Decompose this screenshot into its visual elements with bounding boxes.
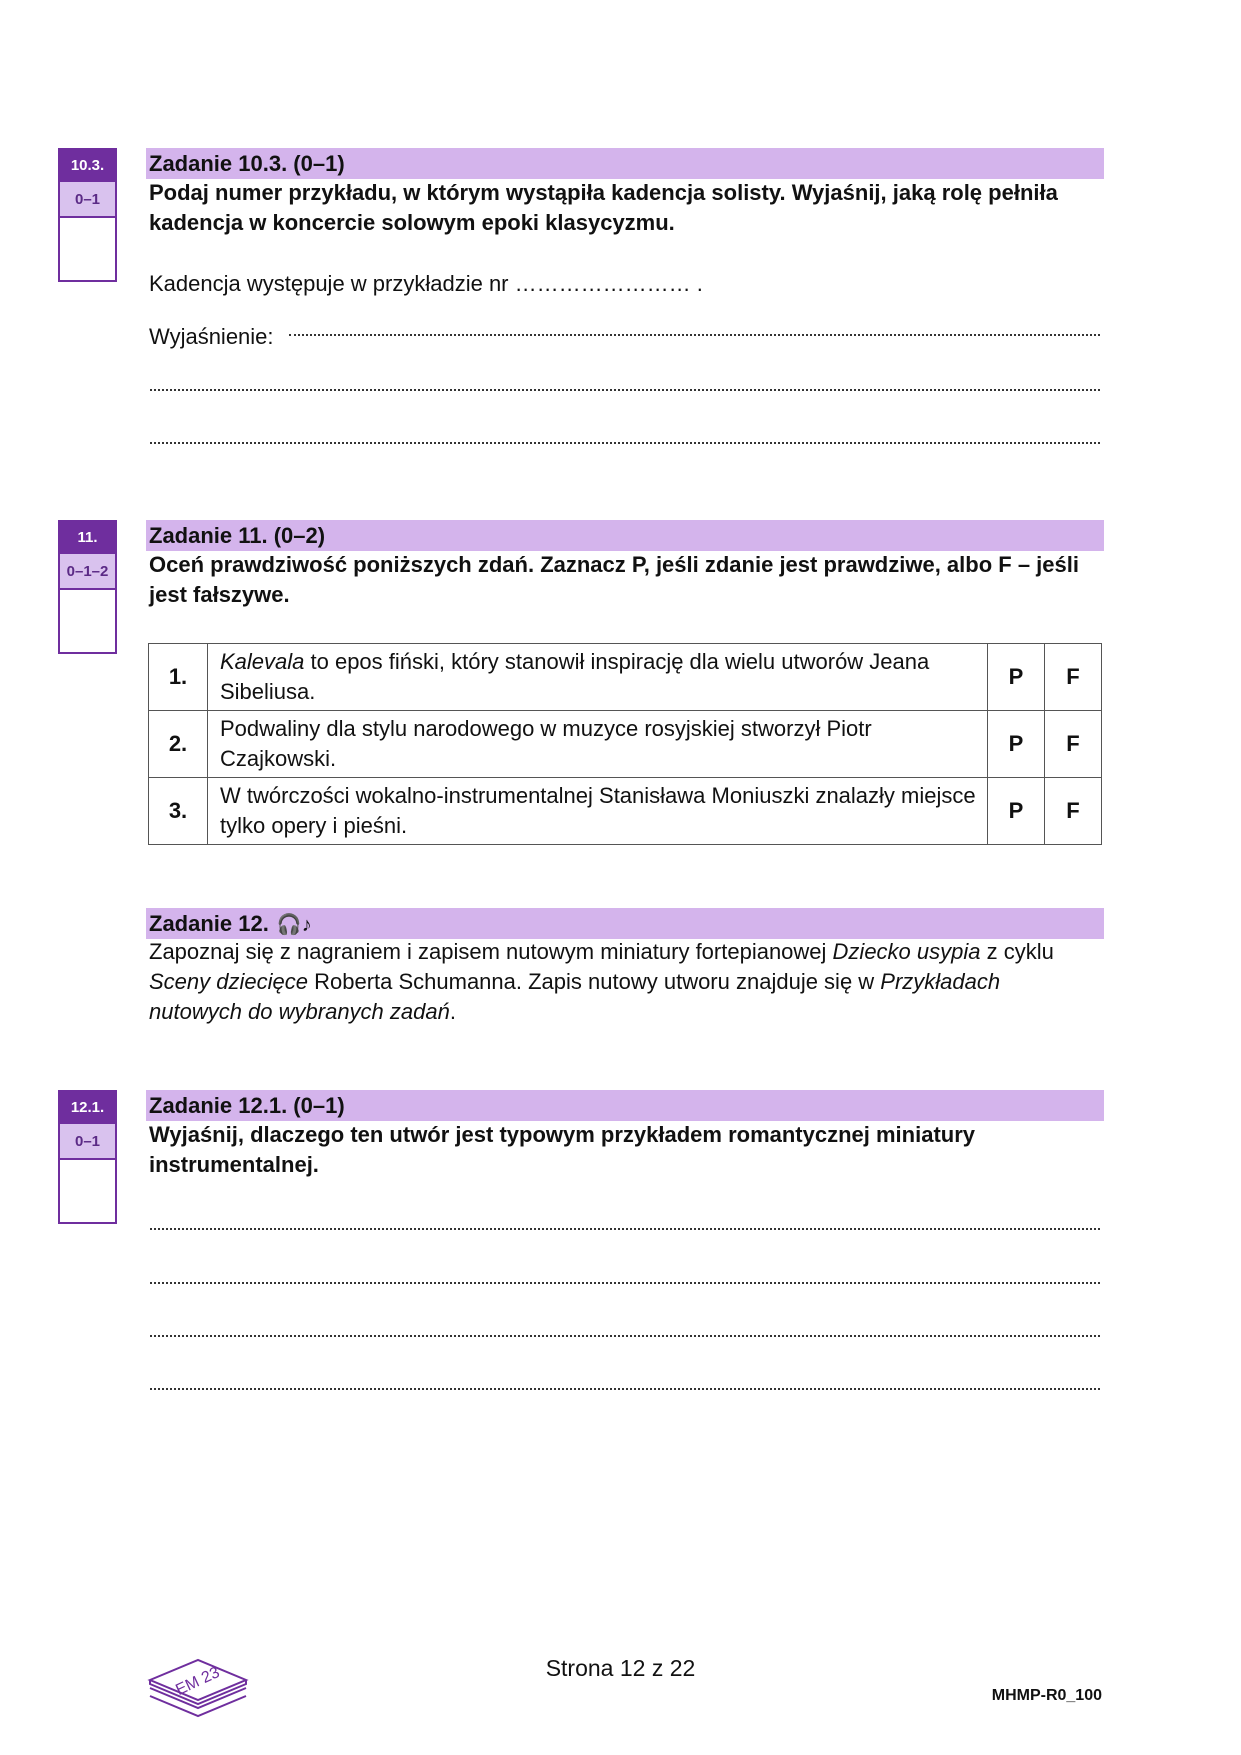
explanation-label: Wyjaśnienie: (149, 324, 274, 349)
score-points: 0–1–2 (60, 552, 115, 590)
intro-text: z cyklu (980, 939, 1054, 964)
score-number: 10.3. (60, 150, 115, 180)
score-entry-field[interactable] (60, 1160, 115, 1222)
statement-text: to epos fiński, który stanowił inspirację dla wielu utworów Jeana Sibeliusa. (220, 649, 930, 704)
logo-text: EM 23 (173, 1664, 223, 1700)
statement-italic: Kalevala (220, 649, 305, 674)
answer-dotted-line[interactable] (150, 1331, 1100, 1337)
row-number: 3. (149, 778, 208, 845)
answer-dotted-line[interactable] (150, 1278, 1100, 1284)
row-number: 1. (149, 644, 208, 711)
task-instruction: Podaj numer przykładu, w którym wystąpiła kadencja solisty. Wyjaśnij, jaką rolę pełniła kadencja w koncercie solowym epoki klasycyzmu. (149, 180, 1058, 235)
task-title: Zadanie 12.1. (0–1) (146, 1090, 1104, 1121)
headphones-note-icon: 🎧♪ (276, 914, 312, 936)
statement (208, 644, 988, 711)
work-title: Dziecko usypia (832, 939, 981, 964)
task-instruction: Wyjaśnij, dlaczego ten utwór jest typowym przykładem romantycznej miniatury instrumentalnej. (149, 1122, 976, 1177)
intro-text: Roberta Schumanna. Zapis nutowy utworu znajduje się w (307, 969, 881, 994)
score-box-12-1 (58, 1090, 117, 1224)
score-entry-field[interactable] (60, 590, 115, 652)
option-p[interactable]: P (988, 644, 1045, 711)
page-number: Strona 12 z 22 (545, 1655, 696, 1681)
answer-dotted-line[interactable] (150, 1384, 1100, 1390)
option-f[interactable]: F (1045, 778, 1102, 845)
option-f[interactable]: F (1045, 644, 1102, 711)
score-entry-field[interactable] (60, 218, 115, 280)
table-row (149, 644, 1102, 711)
task-title: Zadanie 11. (0–2) (146, 520, 1104, 551)
task-title: Zadanie 12. (149, 911, 269, 936)
reference-title: Przykładach nutowych do wybranych zadań (149, 969, 1001, 1024)
statement-text: W twórczości wokalno-instrumentalnej Stanisława Moniuszki znalazły miejsce tylko opery i pieśni. (220, 783, 976, 838)
score-number: 11. (60, 522, 115, 552)
table-row (149, 711, 1102, 778)
intro-text: . (449, 999, 456, 1024)
task-title: Zadanie 10.3. (0–1) (146, 148, 1104, 179)
option-f[interactable]: F (1045, 711, 1102, 778)
intro-text: Zapoznaj się z nagraniem i zapisem nutowym miniatury fortepianowej (149, 939, 833, 964)
true-false-table (148, 643, 1102, 845)
answer-line: Kadencja występuje w przykładzie nr …………………… . (149, 271, 703, 296)
exam-code: MHMP-R0_100 (991, 1687, 1102, 1704)
score-points: 0–1 (60, 180, 115, 218)
score-box-10-3 (58, 148, 117, 282)
task-instruction: Oceń prawdziwość poniższych zdań. Zaznacz P, jeśli zdanie jest prawdziwe, albo F – jeśli jest fałszywe. (149, 552, 1079, 607)
answer-dotted-line[interactable] (150, 385, 1100, 391)
statement (208, 778, 988, 845)
score-points: 0–1 (60, 1122, 115, 1160)
statement (208, 711, 988, 778)
task-title-bar (146, 908, 1104, 939)
table-row (149, 778, 1102, 845)
option-p[interactable]: P (988, 778, 1045, 845)
task-intro (149, 937, 1099, 1027)
cycle-title: Sceny dziecięce (149, 969, 308, 994)
row-number: 2. (149, 711, 208, 778)
option-p[interactable]: P (988, 711, 1045, 778)
answer-dotted-line[interactable] (150, 438, 1100, 444)
score-box-11 (58, 520, 117, 654)
score-number: 12.1. (60, 1092, 115, 1122)
answer-dotted-line[interactable] (150, 1224, 1100, 1230)
answer-dotted-line[interactable] (289, 330, 1100, 336)
statement-text: Podwaliny dla stylu narodowego w muzyce rosyjskiej stworzył Piotr Czajkowski. (220, 716, 872, 771)
